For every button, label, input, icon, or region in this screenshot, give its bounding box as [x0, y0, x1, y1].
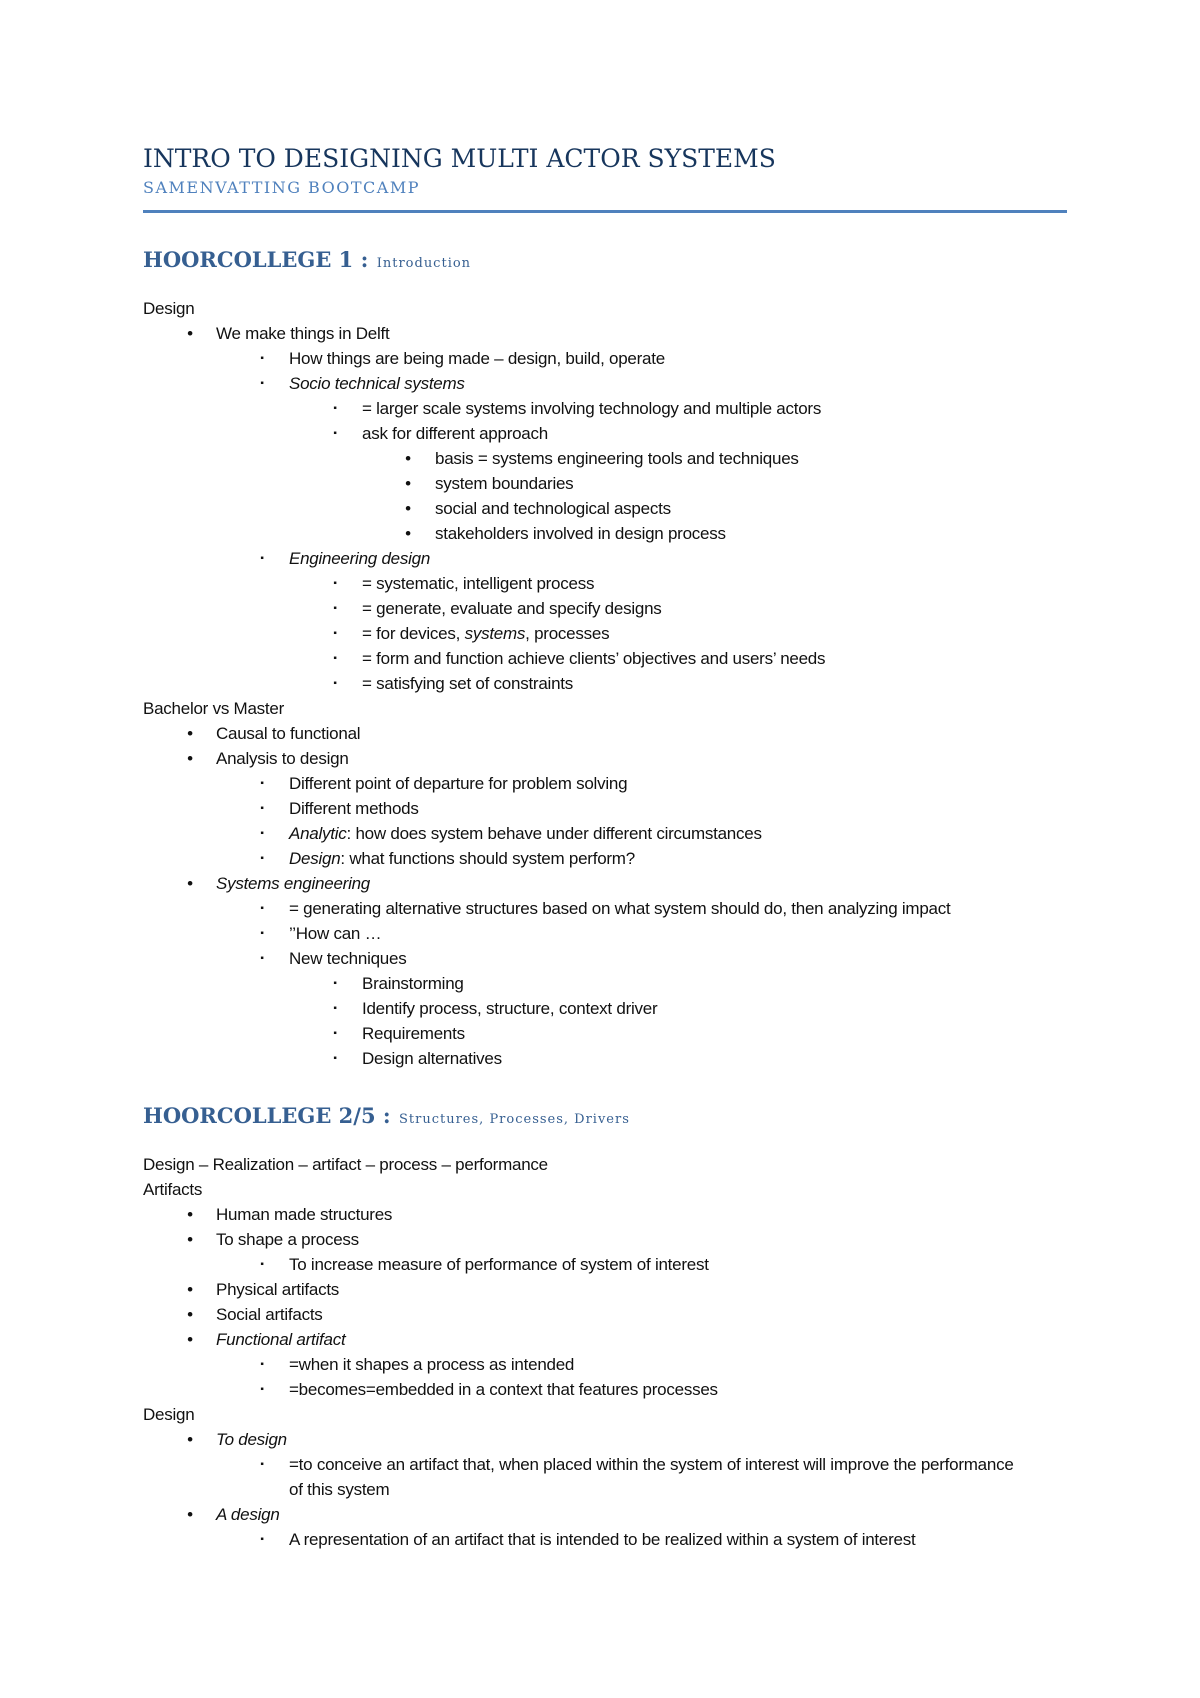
list-item-text: ’’How can …	[289, 924, 382, 943]
square-bullet-icon: ▪	[260, 1534, 264, 1545]
list-item-text: =to conceive an artifact that, when placed within the system of interest will improve the performance of this system	[289, 1455, 1014, 1499]
section-heading-sub: Structures, Processes, Drivers	[399, 1112, 630, 1127]
list-item-text: To shape a process	[216, 1230, 359, 1249]
bullet-icon: •	[187, 324, 193, 343]
list-item	[143, 1502, 1083, 1527]
list-item	[143, 846, 1083, 871]
list-item-text: We make things in Delft	[216, 324, 390, 343]
list-item-text: Engineering design	[289, 549, 431, 568]
square-bullet-icon: ▪	[333, 403, 337, 414]
list-item-text: New techniques	[289, 949, 407, 968]
list-item-text: Requirements	[362, 1024, 465, 1043]
bullet-icon: •	[187, 724, 193, 743]
list-item	[143, 1277, 1083, 1302]
list-item	[143, 896, 1083, 921]
list-item	[143, 946, 1083, 971]
list-item-text	[289, 846, 635, 871]
list-item	[143, 821, 1083, 846]
square-bullet-icon: ▪	[333, 1053, 337, 1064]
list-item	[143, 1377, 1083, 1402]
list-item-text: = form and function achieve clients’ objectives and users’ needs	[362, 649, 826, 668]
list-item-text: Systems engineering	[216, 874, 371, 893]
title-divider	[143, 210, 1067, 213]
section-heading-2	[143, 1100, 630, 1129]
list-item-text: Design – Realization – artifact – process – performance	[143, 1155, 548, 1174]
list-item-text: Physical artifacts	[216, 1280, 340, 1299]
document-title: INTRO TO DESIGNING MULTI ACTOR SYSTEMS	[143, 144, 776, 173]
list-item-text: = larger scale systems involving technology and multiple actors	[362, 399, 822, 418]
list-item-text: A representation of an artifact that is intended to be realized within a system of interest	[289, 1530, 916, 1549]
list-item-text: Social artifacts	[216, 1305, 323, 1324]
list-item-text: = generating alternative structures based on what system should do, then analyzing impact	[289, 899, 951, 918]
list-item	[143, 696, 1083, 721]
list-item	[143, 521, 1083, 546]
square-bullet-icon: ▪	[333, 578, 337, 589]
bullet-icon: •	[187, 1230, 193, 1249]
list-item-text: ask for different approach	[362, 424, 548, 443]
list-item	[143, 546, 1083, 571]
list-item-text: Analysis to design	[216, 749, 349, 768]
list-item	[143, 996, 1083, 1021]
square-bullet-icon: ▪	[260, 953, 264, 964]
list-item	[143, 1427, 1083, 1452]
list-item-text: A design	[216, 1505, 280, 1524]
list-item	[143, 746, 1083, 771]
list-item-text: To design	[216, 1430, 287, 1449]
square-bullet-icon: ▪	[333, 1003, 337, 1014]
square-bullet-icon: ▪	[260, 353, 264, 364]
list-item	[143, 796, 1083, 821]
bullet-icon: •	[187, 1280, 193, 1299]
list-item	[143, 721, 1083, 746]
bullet-icon: •	[405, 474, 411, 493]
square-bullet-icon: ▪	[260, 1259, 264, 1270]
square-bullet-icon: ▪	[260, 1459, 264, 1470]
list-item-text: Socio technical systems	[289, 374, 465, 393]
list-item-text: = generate, evaluate and specify designs	[362, 599, 662, 618]
list-item-text: Design	[143, 1405, 195, 1424]
list-item	[143, 1227, 1083, 1252]
list-item-text: Bachelor vs Master	[143, 699, 284, 718]
document-subtitle: SAMENVATTING BOOTCAMP	[143, 178, 420, 197]
square-bullet-icon: ▪	[260, 928, 264, 939]
list-item	[143, 371, 1083, 396]
bullet-icon: •	[187, 749, 193, 768]
square-bullet-icon: ▪	[260, 828, 264, 839]
list-item-text: Different methods	[289, 799, 419, 818]
list-item-text: =when it shapes a process as intended	[289, 1355, 575, 1374]
list-item	[143, 1452, 1083, 1502]
list-item-text	[362, 621, 609, 646]
text-segment-italic: Analytic	[289, 824, 347, 843]
list-item-text: social and technological aspects	[435, 499, 671, 518]
list-item	[143, 571, 1083, 596]
list-item-text: How things are being made – design, build, operate	[289, 349, 665, 368]
list-item-text: Human made structures	[216, 1205, 393, 1224]
list-item	[143, 296, 1083, 321]
list-item	[143, 321, 1083, 346]
square-bullet-icon: ▪	[260, 378, 264, 389]
list-item	[143, 771, 1083, 796]
list-item	[143, 1252, 1083, 1277]
square-bullet-icon: ▪	[260, 778, 264, 789]
list-item	[143, 421, 1083, 446]
list-item-text: Functional artifact	[216, 1330, 346, 1349]
square-bullet-icon: ▪	[260, 803, 264, 814]
list-item-text: To increase measure of performance of system of interest	[289, 1255, 709, 1274]
square-bullet-icon: ▪	[260, 1384, 264, 1395]
list-item-text: Design	[143, 299, 195, 318]
list-item	[143, 921, 1083, 946]
square-bullet-icon: ▪	[333, 603, 337, 614]
list-item	[143, 496, 1083, 521]
square-bullet-icon: ▪	[333, 978, 337, 989]
list-item	[143, 1302, 1083, 1327]
square-bullet-icon: ▪	[260, 853, 264, 864]
list-item-text: basis = systems engineering tools and techniques	[435, 449, 799, 468]
list-item-text: =becomes=embedded in a context that features processes	[289, 1380, 718, 1399]
list-item-text: stakeholders involved in design process	[435, 524, 726, 543]
list-item-text: Artifacts	[143, 1180, 203, 1199]
list-item	[143, 871, 1083, 896]
list-item	[143, 671, 1083, 696]
bullet-icon: •	[187, 1330, 193, 1349]
section-heading-1	[143, 244, 471, 273]
list-item-text: Causal to functional	[216, 724, 361, 743]
list-item	[143, 621, 1083, 646]
list-item-text	[289, 821, 762, 846]
list-item	[143, 1327, 1083, 1352]
bullet-icon: •	[405, 524, 411, 543]
list-item	[143, 396, 1083, 421]
list-item	[143, 1021, 1083, 1046]
list-item-text: = satisfying set of constraints	[362, 674, 573, 693]
list-item-text: system boundaries	[435, 474, 574, 493]
bullet-icon: •	[405, 499, 411, 518]
list-item	[143, 596, 1083, 621]
square-bullet-icon: ▪	[260, 903, 264, 914]
square-bullet-icon: ▪	[333, 653, 337, 664]
bullet-icon: •	[187, 1505, 193, 1524]
square-bullet-icon: ▪	[333, 678, 337, 689]
list-item-text: Different point of departure for problem solving	[289, 774, 628, 793]
list-item	[143, 1046, 1083, 1071]
bullet-icon: •	[187, 1430, 193, 1449]
list-item-text: = systematic, intelligent process	[362, 574, 595, 593]
list-item	[143, 1352, 1083, 1377]
text-segment-italic: Design	[289, 849, 341, 868]
bullet-icon: •	[405, 449, 411, 468]
square-bullet-icon: ▪	[260, 1359, 264, 1370]
text-segment: = for devices,	[362, 624, 465, 643]
list-item	[143, 1152, 1083, 1177]
section-heading-main: HOORCOLLEGE 2/5 :	[143, 1103, 391, 1128]
list-item-text: Design alternatives	[362, 1049, 502, 1068]
section-1-content	[143, 296, 1083, 1071]
section-2-content	[143, 1152, 1083, 1552]
bullet-icon: •	[187, 1205, 193, 1224]
list-item	[143, 471, 1083, 496]
list-item	[143, 1202, 1083, 1227]
list-item	[143, 346, 1083, 371]
list-item-text: Brainstorming	[362, 974, 464, 993]
square-bullet-icon: ▪	[260, 553, 264, 564]
list-item	[143, 1402, 1083, 1427]
list-item	[143, 646, 1083, 671]
list-item	[143, 446, 1083, 471]
text-segment: , processes	[525, 624, 610, 643]
text-segment: : how does system behave under different circumstances	[346, 824, 762, 843]
bullet-icon: •	[187, 874, 193, 893]
square-bullet-icon: ▪	[333, 1028, 337, 1039]
text-segment: : what functions should system perform?	[340, 849, 635, 868]
list-item	[143, 1177, 1083, 1202]
section-heading-main: HOORCOLLEGE 1 :	[143, 247, 369, 272]
list-item	[143, 1527, 1083, 1552]
square-bullet-icon: ▪	[333, 428, 337, 439]
text-segment-italic: systems	[464, 624, 526, 643]
list-item	[143, 971, 1083, 996]
list-item-text: Identify process, structure, context driver	[362, 999, 658, 1018]
bullet-icon: •	[187, 1305, 193, 1324]
square-bullet-icon: ▪	[333, 628, 337, 639]
section-heading-sub: Introduction	[376, 256, 472, 271]
